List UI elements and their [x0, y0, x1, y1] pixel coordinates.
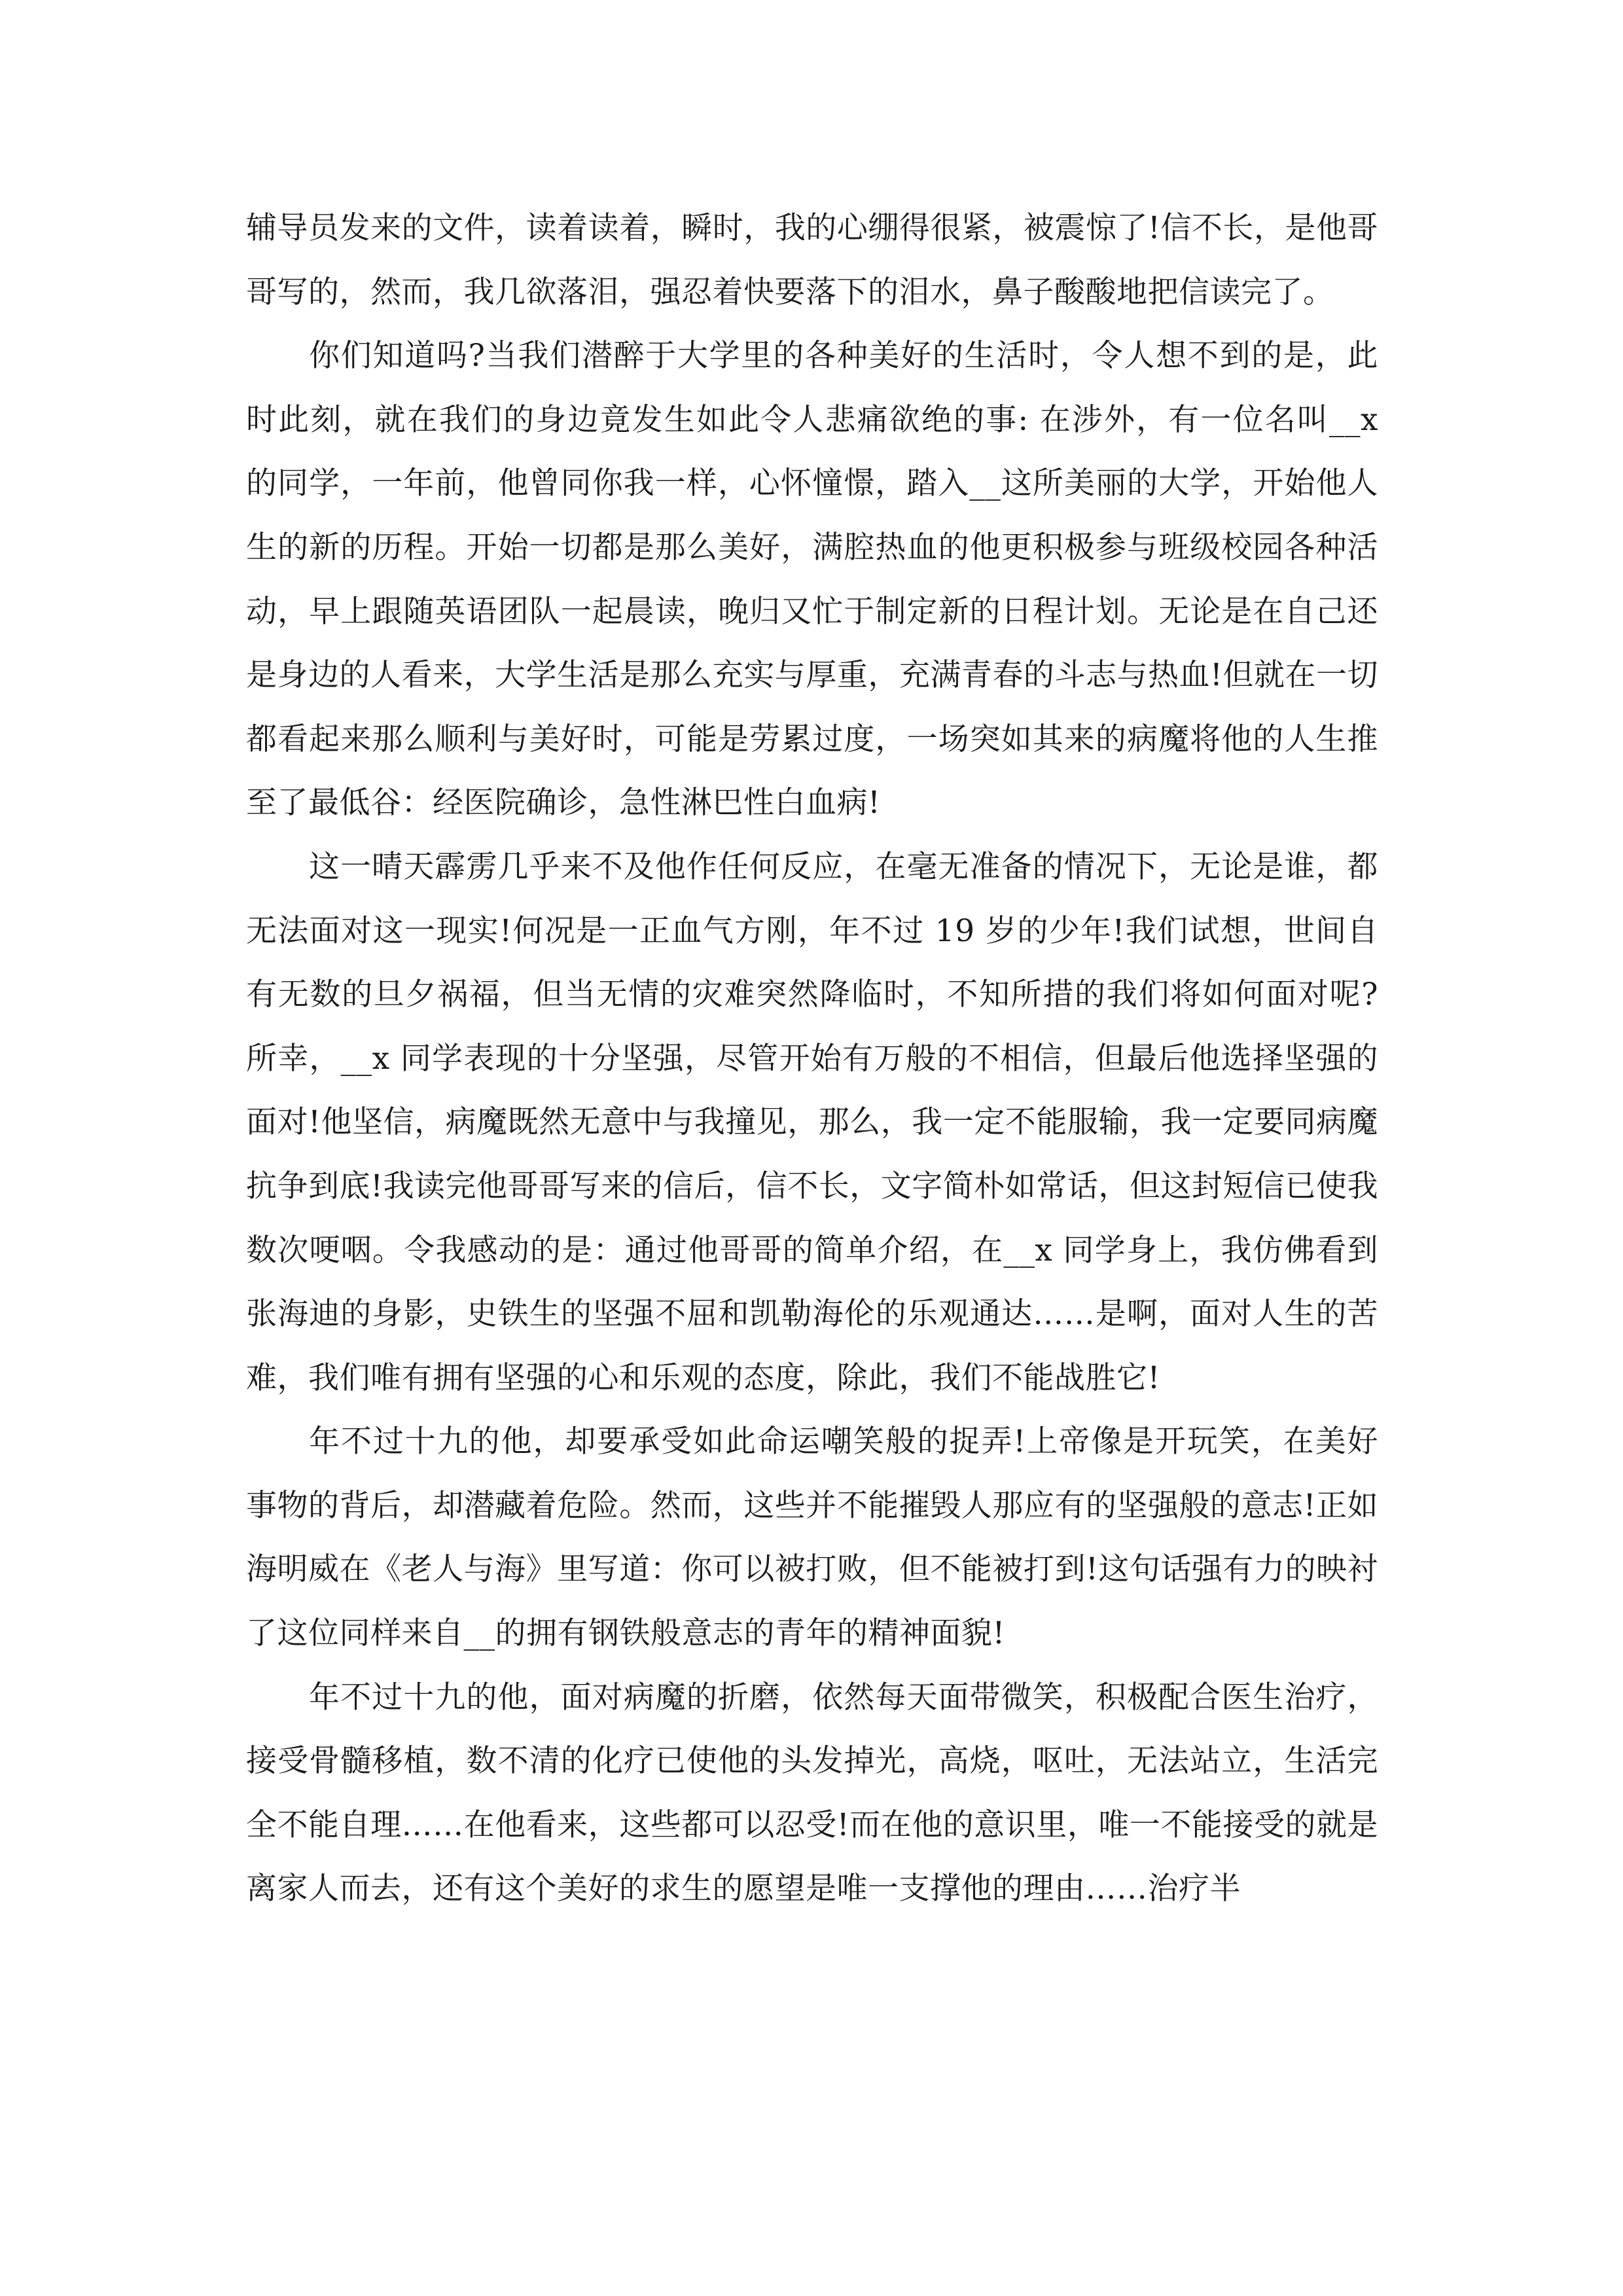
paragraph-3: 这一晴天霹雳几乎来不及他作任何反应，在毫无准备的情况下，无论是谁，都无法面对这一现实!何况是一正血气方刚，年不过 19 岁的少年!我们试想，世间自有无数的旦夕祸福，但当无情的灾难突然降临时，不知所措的我们将如何面对呢?所幸，__x 同学表现的十分坚强，尽管开始有万般的不相信，但最后他选择坚强的面对!他坚信，病魔既然无意中与我撞见，那么，我一定不能服输，我一定要同病魔抗争到底!我读完他哥哥写来的信后，信不长，文字简朴如常话，但这封短信已使我数次哽咽。令我感动的是：通过他哥哥的简单介绍，在__x 同学身上，我仿佛看到张海迪的身影，史铁生的坚强不屈和凯勒海伦的乐观通达……是啊，面对人生的苦难，我们唯有拥有坚强的心和乐观的态度，除此，我们不能战胜它!	[246, 848, 1378, 1396]
paragraph-5: 年不过十九的他，面对病魔的折磨，依然每天面带微笑，积极配合医生治疗，接受骨髓移植，数不清的化疗已使他的头发掉光，高烧，呕吐，无法站立，生活完全不能自理……在他看来，这些都可以忍受!而在他的意识里，唯一不能接受的就是离家人而去，还有这个美好的求生的愿望是唯一支撑他的理由……治疗半	[246, 1679, 1378, 1907]
paragraph-4: 年不过十九的他，却要承受如此命运嘲笑般的捉弄!上帝像是开玩笑，在美好事物的背后，却潜藏着危险。然而，这些并不能摧毁人那应有的坚强般的意志!正如海明威在《老人与海》里写道：你可以被打败，但不能被打到!这句话强有力的映衬了这位同样来自__的拥有钢铁般意志的青年的精神面貌!	[246, 1424, 1378, 1652]
article-body	[246, 196, 1378, 1921]
paragraph-2: 你们知道吗?当我们潜醉于大学里的各种美好的生活时，令人想不到的是，此时此刻，就在我们的身边竟发生如此令人悲痛欲绝的事: 在涉外，有一位名叫__x 的同学，一年前，他曾同你我一样，心怀憧憬，踏入__这所美丽的大学，开始他人生的新的历程。开始一切都是那么美好，满腔热血的他更积极参与班级校园各种活动，早上跟随英语团队一起晨读，晚归又忙于制定新的日程计划。无论是在自己还是身边的人看来，大学生活是那么充实与厚重，充满青春的斗志与热血!但就在一切都看起来那么顺利与美好时，可能是劳累过度，一场突如其来的病魔将他的人生推至了最低谷：经医院确诊，急性淋巴性白血病!	[246, 338, 1378, 821]
paragraph-1: 辅导员发来的文件，读着读着，瞬时，我的心绷得很紧，被震惊了!信不长，是他哥哥写的，然而，我几欲落泪，强忍着快要落下的泪水，鼻子酸酸地把信读完了。	[246, 210, 1378, 310]
